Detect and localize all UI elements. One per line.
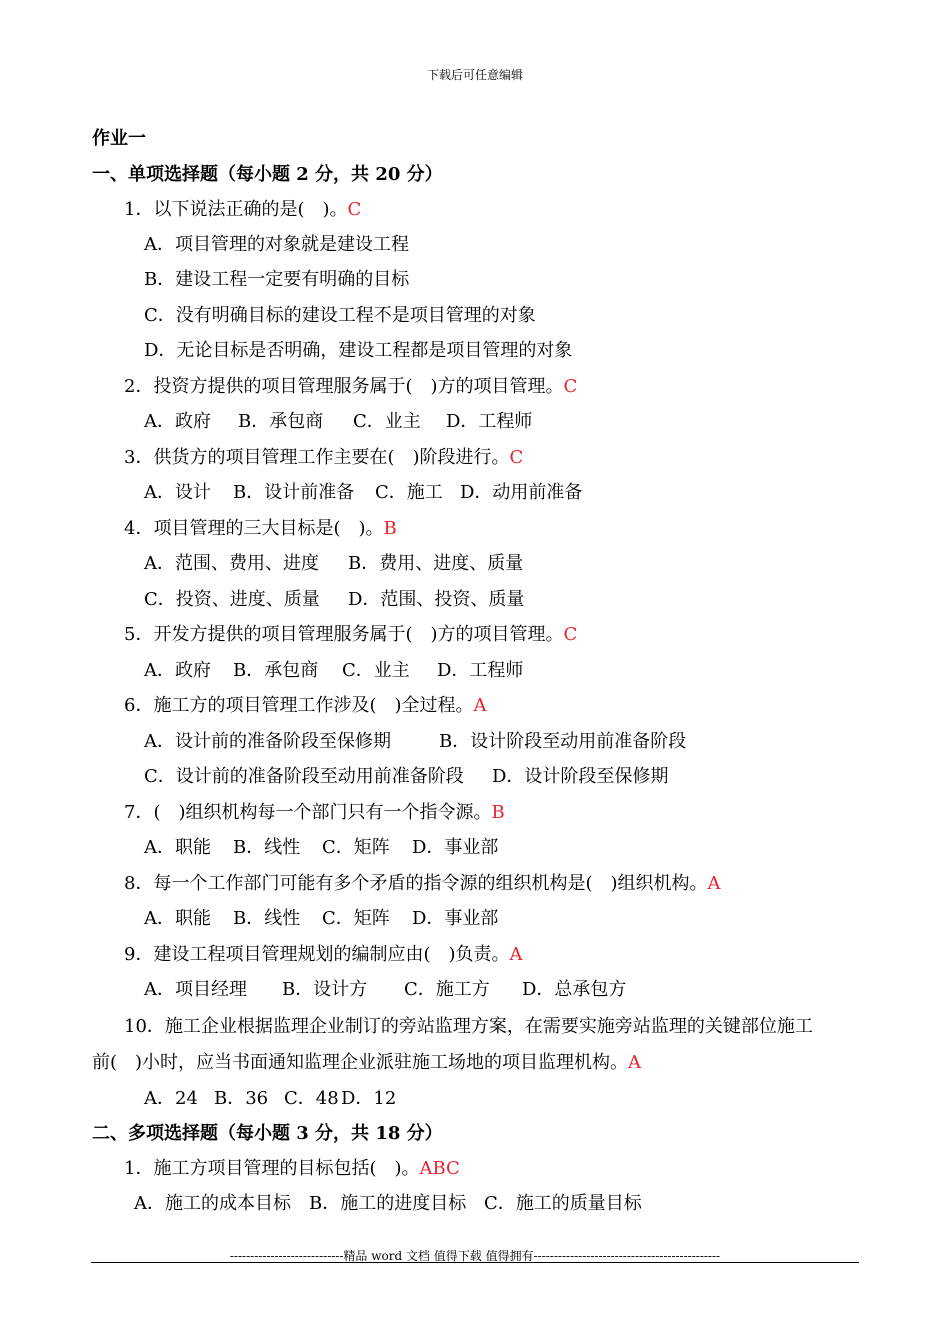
question-5 bbox=[124, 620, 577, 646]
option: C．施工的质量目标 bbox=[484, 1193, 642, 1214]
question-text: 4．项目管理的三大目标是( )。 bbox=[124, 518, 384, 539]
question-2 bbox=[124, 372, 577, 398]
answer: C bbox=[347, 199, 362, 220]
option: B．36 bbox=[214, 1088, 269, 1109]
question-9 bbox=[124, 940, 523, 966]
option: B．施工的进度目标 bbox=[309, 1193, 467, 1214]
option: D．总承包方 bbox=[522, 979, 627, 1000]
option: A．政府 bbox=[144, 660, 211, 681]
answer: C bbox=[563, 376, 578, 397]
option: A．范围、费用、进度 bbox=[144, 553, 319, 574]
option: C．48 bbox=[284, 1088, 339, 1109]
option: C．没有明确目标的建设工程不是项目管理的对象 bbox=[144, 305, 536, 326]
multi-question-1 bbox=[124, 1154, 460, 1180]
question-3 bbox=[124, 443, 523, 469]
option: B．设计阶段至动用前准备阶段 bbox=[439, 731, 687, 752]
option: C．业主 bbox=[342, 660, 410, 681]
question-text: 7．( )组织机构每一个部门只有一个指令源。 bbox=[124, 802, 492, 823]
option: C．施工方 bbox=[404, 979, 490, 1000]
option: B．线性 bbox=[233, 908, 301, 929]
option: D．无论目标是否明确，建设工程都是项目管理的对象 bbox=[144, 340, 573, 361]
option: D．设计阶段至保修期 bbox=[492, 766, 669, 787]
option: C．矩阵 bbox=[322, 908, 390, 929]
option: A．项目管理的对象就是建设工程 bbox=[144, 234, 409, 255]
question-6 bbox=[124, 691, 487, 717]
answer: A bbox=[509, 944, 523, 965]
answer: A bbox=[628, 1052, 642, 1073]
question-10-line2 bbox=[92, 1048, 641, 1074]
answer: B bbox=[383, 518, 397, 539]
section-multiple-choice: 二、多项选择题（每小题 3 分，共 18 分） bbox=[92, 1123, 443, 1144]
option: D．事业部 bbox=[412, 908, 499, 929]
section-single-choice: 一、单项选择题（每小题 2 分，共 20 分） bbox=[92, 164, 443, 185]
option: A．设计前的准备阶段至保修期 bbox=[144, 731, 391, 752]
option: D．工程师 bbox=[437, 660, 524, 681]
option: C．施工 bbox=[375, 482, 443, 503]
option: D．动用前准备 bbox=[460, 482, 583, 503]
option: A．24 bbox=[144, 1088, 198, 1109]
question-text: 5．开发方提供的项目管理服务属于( )方的项目管理。 bbox=[124, 624, 564, 645]
question-text: 3．供货方的项目管理工作主要在( )阶段进行。 bbox=[124, 447, 510, 468]
option: C．矩阵 bbox=[322, 837, 390, 858]
answer: C bbox=[509, 447, 524, 468]
footer-rule bbox=[91, 1262, 859, 1263]
option: D．12 bbox=[341, 1088, 397, 1109]
page-footer: ----------------------------精品 word 文档 值得下载 值得拥有---------------------------------------------- bbox=[229, 1249, 721, 1263]
option: B．承包商 bbox=[233, 660, 319, 681]
option: A．职能 bbox=[144, 837, 211, 858]
option: B．承包商 bbox=[238, 411, 324, 432]
option: B．线性 bbox=[233, 837, 301, 858]
question-text: 1．施工方项目管理的目标包括( )。 bbox=[124, 1158, 420, 1179]
option: D．范围、投资、质量 bbox=[348, 589, 525, 610]
option: C．投资、进度、质量 bbox=[144, 589, 320, 610]
option: B．费用、进度、质量 bbox=[348, 553, 524, 574]
question-7 bbox=[124, 798, 505, 824]
option: B．设计前准备 bbox=[233, 482, 355, 503]
question-8 bbox=[124, 869, 721, 895]
option: C．设计前的准备阶段至动用前准备阶段 bbox=[144, 766, 464, 787]
question-4 bbox=[124, 514, 397, 540]
page-header: 下载后可任意编辑 bbox=[426, 68, 523, 82]
option: A．项目经理 bbox=[144, 979, 247, 1000]
question-text: 8．每一个工作部门可能有多个矛盾的指令源的组织机构是( )组织机构。 bbox=[124, 873, 708, 894]
answer: A bbox=[473, 695, 487, 716]
answer: A bbox=[707, 873, 721, 894]
question-text: 前( )小时，应当书面通知监理企业派驻施工场地的项目监理机构。 bbox=[92, 1052, 629, 1073]
question-1 bbox=[124, 195, 361, 221]
option: D．事业部 bbox=[412, 837, 499, 858]
question-text: 6．施工方的项目管理工作涉及( )全过程。 bbox=[124, 695, 474, 716]
assignment-title: 作业一 bbox=[92, 128, 146, 149]
option: B．建设工程一定要有明确的目标 bbox=[144, 269, 410, 290]
answer: C bbox=[563, 624, 578, 645]
answer: B bbox=[491, 802, 505, 823]
option: A．施工的成本目标 bbox=[134, 1193, 291, 1214]
answer: ABC bbox=[419, 1158, 460, 1179]
question-text: 9．建设工程项目管理规划的编制应由( )负责。 bbox=[124, 944, 510, 965]
question-text: 1．以下说法正确的是( )。 bbox=[124, 199, 348, 220]
option: A．职能 bbox=[144, 908, 211, 929]
question-10-line1: 10．施工企业根据监理企业制订的旁站监理方案，在需要实施旁站监理的关键部位施工 bbox=[124, 1016, 813, 1037]
option: C．业主 bbox=[353, 411, 421, 432]
option: B．设计方 bbox=[282, 979, 368, 1000]
option: A．政府 bbox=[144, 411, 211, 432]
option: A．设计 bbox=[144, 482, 211, 503]
option: D．工程师 bbox=[446, 411, 533, 432]
question-text: 2．投资方提供的项目管理服务属于( )方的项目管理。 bbox=[124, 376, 564, 397]
